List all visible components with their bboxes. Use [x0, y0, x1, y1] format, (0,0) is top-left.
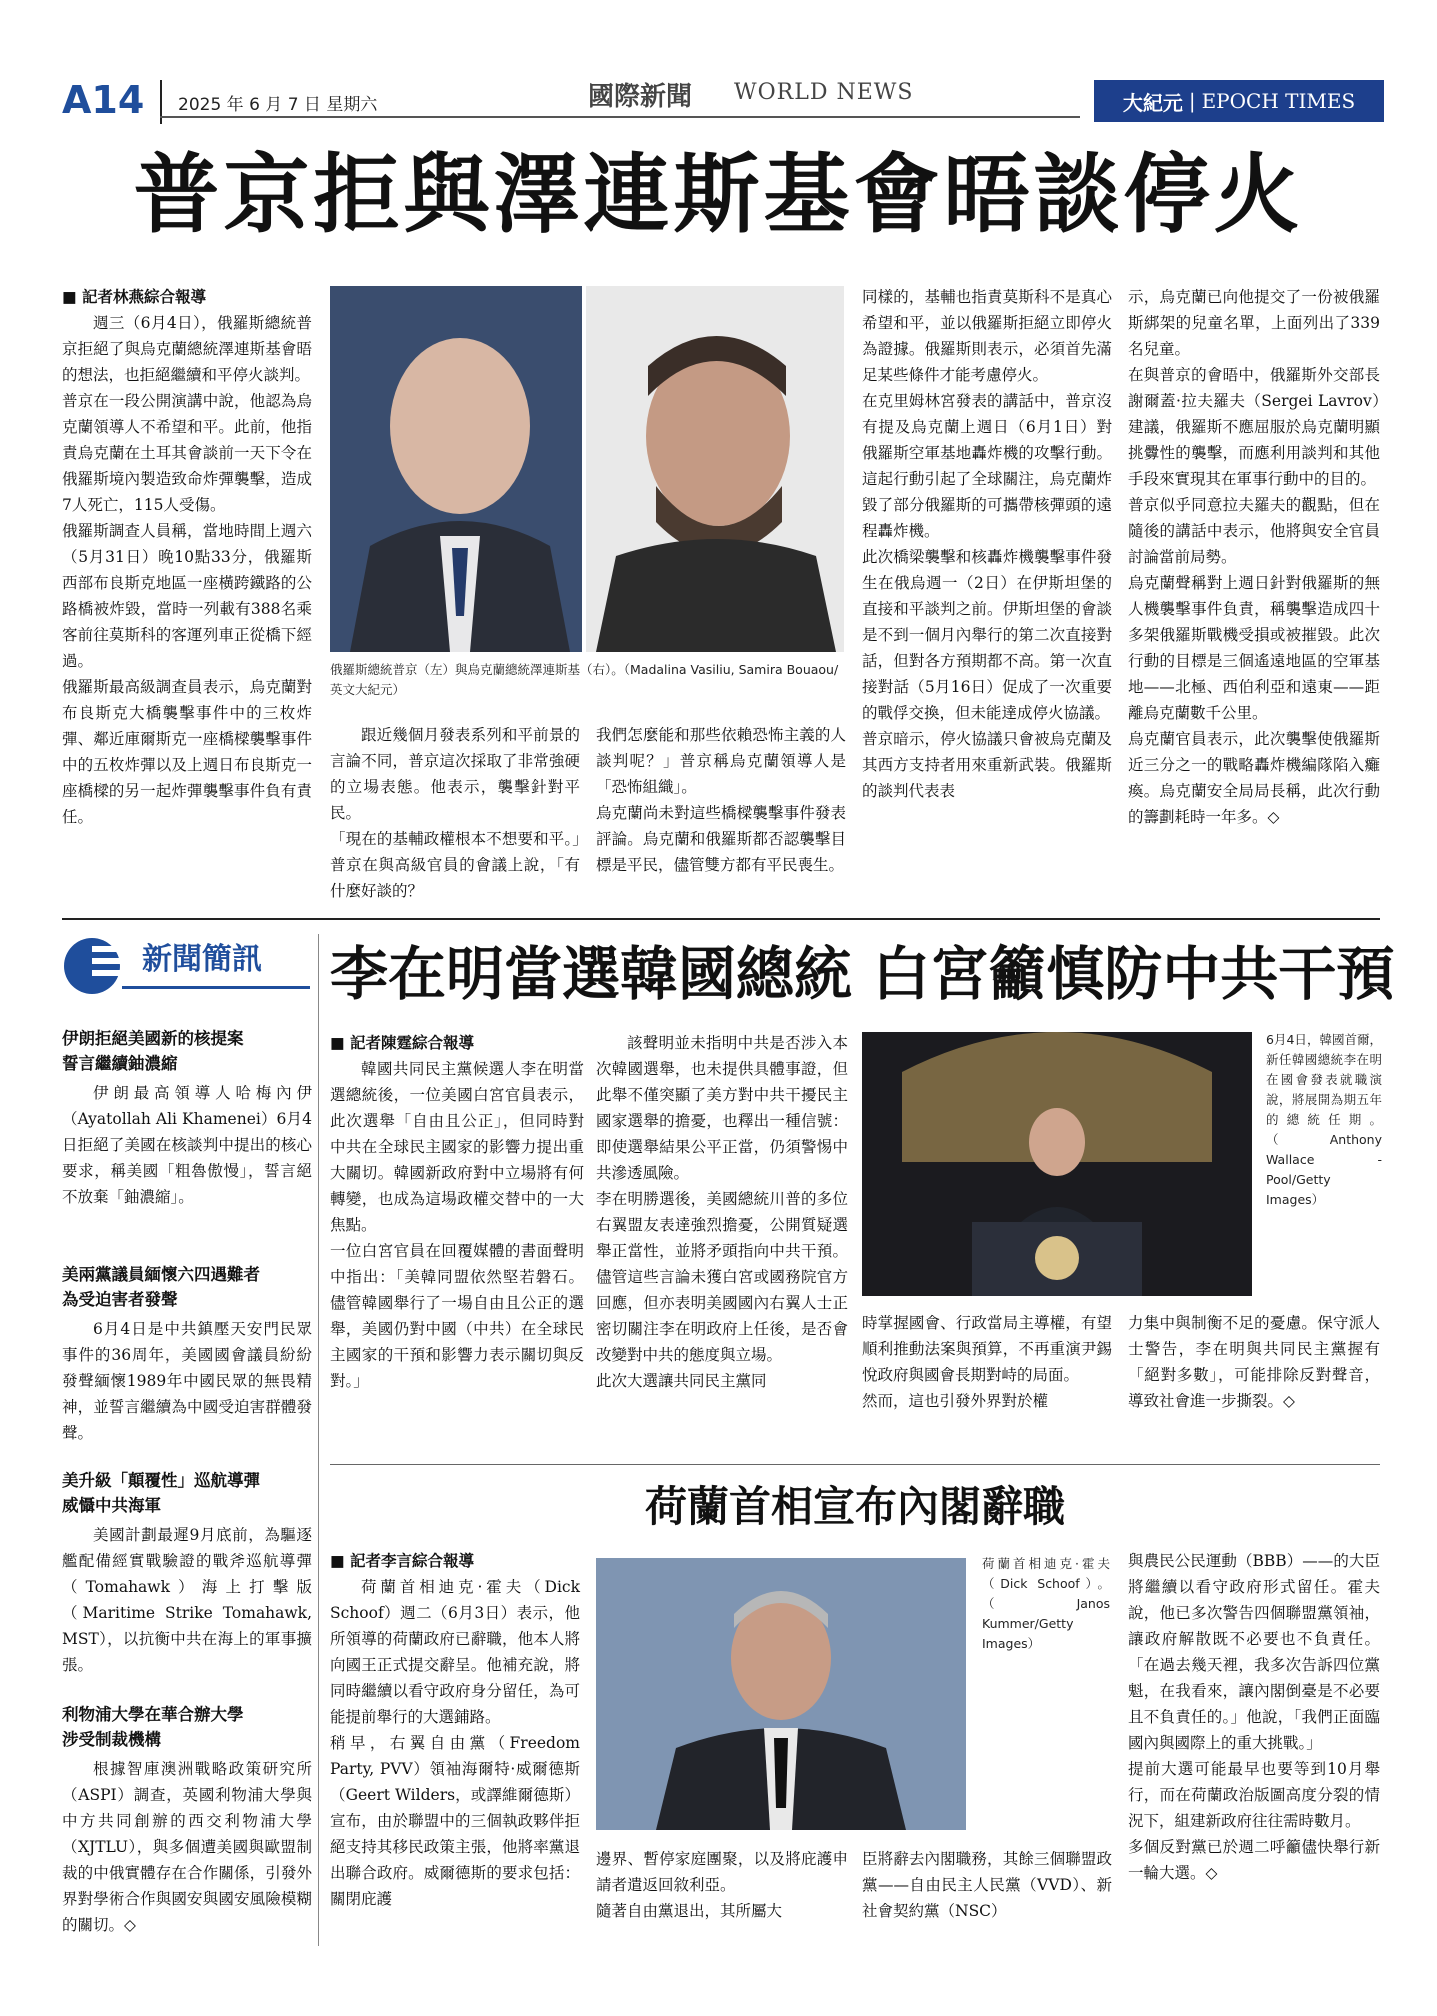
- brief-title: 伊朗拒絕美國新的核提案 誓言繼續鈾濃縮: [62, 1029, 244, 1073]
- story3-headline: 荷蘭首相宣布內閣辭職: [644, 1482, 1065, 1531]
- story1-col4: 同樣的，基輔也指責莫斯科不是真心希望和平，並以俄羅斯拒絕立即停火為證據。俄羅斯則表示，必須首先滿足某些條件才能考慮停火。 在克里姆林宮發表的講話中，普京沒有提及烏克蘭上週日（6月1日）對俄羅斯空軍基地轟炸機的攻擊行動。這起行動引起了全球關注，烏克蘭炸毀了部分俄羅斯的可攜帶核彈頭的遠程轟炸機。 此次橋梁襲擊和核轟炸機襲擊事件發生在俄烏週一（2日）在伊斯坦堡的直接和平談判之前。伊斯坦堡的會談是不到一個月內舉行的第二次直接對話，但對各方預期都不高。第一次直接對話（5月16日）促成了一次重要的戰俘交換，但未能達成停火協議。 普京暗示，停火協議只會被烏克蘭及其西方支持者用來重新武裝。俄羅斯的談判代表表: [862, 288, 1112, 800]
- brief-item-3: [62, 1468, 312, 1678]
- issue-date: 2025 年 6 月 7 日 星期六: [178, 95, 378, 115]
- story3-col1: [330, 1548, 580, 1912]
- schoof-portrait-icon: [596, 1558, 966, 1830]
- brief-item-4: [62, 1702, 312, 1938]
- brief-item-1: [62, 1026, 312, 1210]
- brief-title: 美升級「顛覆性」巡航導彈 威懾中共海軍: [62, 1471, 260, 1515]
- lee-speech-photo-icon: [862, 1032, 1252, 1296]
- briefs-vertical-divider: [318, 934, 319, 1946]
- story1-col5: 示，烏克蘭已向他提交了一份被俄羅斯綁架的兒童名單，上面列出了339名兒童。 在與普京的會晤中，俄羅斯外交部長謝爾蓋·拉夫羅夫（Sergei Lavrov）建議，俄羅斯不應屈服於烏克蘭明顯挑釁性的襲擊，而應利用談判和其他手段來實現其在軍事行動中的目的。 普京似乎同意拉夫羅夫的觀點，但在隨後的講話中表示，他將與安全官員討論當前局勢。 烏克蘭聲稱對上週日針對俄羅斯的無人機襲擊事件負責，稱襲擊造成四十多架俄羅斯戰機受損或被摧毀。此次行動的目標是三個遙遠地區的空軍基地——北極、西伯利亞和遠東——距離烏克蘭數千公里。 烏克蘭官員表示，此次襲擊使俄羅斯近三分之一的戰略轟炸機編隊陷入癱瘓。烏克蘭安全局局長稱，此次行動的籌劃耗時一年多。◇: [1128, 288, 1380, 826]
- brief-title: 利物浦大學在華合辦大學 涉受制裁機構: [62, 1705, 244, 1749]
- brief-body: 根據智庫澳洲戰略政策研究所（ASPI）調查，英國利物浦大學與中方共同創辦的西交利物浦大學（XJTLU），與多個遭美國與歐盟制裁的中俄實體存在合作關係，引發外界對學術合作與國安與國安風險模糊的關切。◇: [62, 1760, 312, 1934]
- story2-photo-caption: 6月4日，韓國首爾，新任韓國總統李在明在國會發表就職演說，將展開為期五年的總統任期。（Anthony Wallace - Pool/Getty Images）: [1266, 1032, 1382, 1207]
- page-number: A14: [62, 78, 145, 122]
- section-divider-1: [62, 918, 1380, 920]
- story2-byline: ■ 記者陳霆綜合報導: [330, 1030, 584, 1056]
- photo-dick-schoof: [596, 1558, 966, 1830]
- story2-col4: 力集中與制衡不足的憂慮。保守派人士警告，李在明與共同民主黨握有「絕對多數」，可能排除反對聲音，導致社會進一步撕裂。◇: [1128, 1314, 1380, 1410]
- brief-title: 美兩黨議員緬懷六四遇難者 為受迫害者發聲: [62, 1265, 260, 1309]
- story1-byline: ■ 記者林燕綜合報導: [62, 284, 312, 310]
- brief-body: 6月4日是中共鎮壓天安門民眾事件的36周年，美國國會議員紛紛發聲緬懷1989年中國民眾的無畏精神，並誓言繼續為中國受迫害群體發聲。: [62, 1320, 312, 1442]
- story3-col3: 臣將辭去內閣職務，其餘三個聯盟政黨——自由民主人民黨（VVD）、新社會契約黨（NSC）: [862, 1850, 1112, 1920]
- photo-zelensky: [586, 286, 844, 652]
- story1-col2: 跟近幾個月發表系列和平前景的言論不同，普京這次採取了非常強硬的立場表態。他表示，襲擊針對平民。 「現在的基輔政權根本不想要和平。」普京在與高級官員的會議上說，「有什麼好談的？: [330, 726, 580, 900]
- story1-photo-caption: 俄羅斯總統普京（左）與烏克蘭總統澤連斯基（右）。（Madalina Vasiliu, Samira Bouaou/英文大紀元）: [330, 662, 839, 697]
- section-name-cn: 國際新聞: [588, 82, 693, 112]
- masthead-underline: [160, 116, 1080, 118]
- briefs-header-underline: [122, 986, 310, 989]
- story2-col3: 時掌握國會、行政當局主導權，有望順利推動法案與預算，不再重演尹錫悅政府與國會長期對峙的局面。 然而，這也引發外界對於權: [862, 1314, 1112, 1410]
- story2-col1-text: 韓國共同民主黨候選人李在明當選總統後，一位美國白宮官員表示，此次選舉「自由且公正」，但同時對中共在全球民主國家的影響力提出重大關切。韓國新政府對中立場將有何轉變，也成為這場政權交替中的一大焦點。 一位白宮官員在回覆媒體的書面聲明中指出：「美韓同盟依然堅若磐石。儘管韓國舉行了一場自由且公正的選舉，美國仍對中國（中共）在全球民主國家的干預和影響力表示關切與反對。」: [330, 1060, 584, 1390]
- story3-col2: 邊界、暫停家庭團聚，以及將庇護申請者遣返回敘利亞。 隨著自由黨退出，其所屬大: [596, 1850, 848, 1920]
- brand-separator: |: [1188, 89, 1196, 113]
- brand-logo: [1094, 80, 1384, 122]
- brand-name-en: EPOCH TIMES: [1201, 89, 1356, 113]
- briefs-section-title: 新聞簡訊: [142, 942, 262, 977]
- brief-body: 美國計劃最遲9月底前，為驅逐艦配備經實戰驗證的戰斧巡航導彈（Tomahawk）海上打擊版（Maritime Strike Tomahawk, MST），以抗衡中共在海上的軍事擴張。: [62, 1526, 312, 1674]
- section-divider-2: [330, 1464, 1380, 1465]
- story1-headline: 普京拒與澤連斯基會晤談停火: [133, 144, 1304, 245]
- putin-portrait-icon: [330, 286, 582, 652]
- brief-body: 伊朗最高領導人哈梅內伊（Ayatollah Ali Khamenei）6月4日拒絕了美國在核談判中提出的核心要求，稱美國「粗魯傲慢」，誓言絕不放棄「鈾濃縮」。: [62, 1084, 312, 1206]
- photo-putin: [330, 286, 582, 652]
- section-name-en: WORLD NEWS: [734, 80, 914, 105]
- story3-byline: ■ 記者李言綜合報導: [330, 1548, 580, 1574]
- story3-photo-caption: 荷蘭首相迪克·霍夫（Dick Schoof）。（Janos Kummer/Getty Images）: [982, 1556, 1110, 1651]
- brand-name-cn: 大紀元: [1122, 90, 1183, 115]
- story1-col1: [62, 284, 312, 830]
- story3-col1-text: 荷蘭首相迪克·霍夫（Dick Schoof）週二（6月3日）表示，他所領導的荷蘭政府已辭職，他本人將向國王正式提交辭呈。他補充說，將同時繼續以看守政府身分留任，為可能提前舉行的大選鋪路。 稍早，右翼自由黨（Freedom Party, PVV）領袖海爾特·威爾德斯（Geert Wilders，或譯維爾德斯）宣布，由於聯盟中的三個執政夥伴拒絕支持其移民政策主張，他將率黨退出聯合政府。威爾德斯的要求包括：關閉庇護: [330, 1578, 580, 1908]
- photo-lee-jae-myung: [862, 1032, 1252, 1296]
- story3-col4: 與農民公民運動（BBB）——的大臣將繼續以看守政府形式留任。霍夫說，他已多次警告四個聯盟黨領袖，讓政府解散既不必要也不負責任。「在過去幾天裡，我多次告訴四位黨魁，在我看來，讓內閣倒臺是不必要且不負責任的。」他說，「我們正面臨國內與國際上的重大挑戰。」 提前大選可能最早也要等到10月舉行，而在荷蘭政治版圖高度分裂的情況下，組建新政府往往需時數月。 多個反對黨已於週二呼籲儘快舉行新一輪大選。◇: [1128, 1552, 1380, 1882]
- story1-col1-text: 週三（6月4日），俄羅斯總統普京拒絕了與烏克蘭總統澤連斯基會晤的想法，也拒絕繼續和平停火談判。 普京在一段公開演講中說，他認為烏克蘭領導人不希望和平。此前，他指責烏克蘭在土耳其會談前一天下令在俄羅斯境內製造致命炸彈襲擊，造成7人死亡，115人受傷。 俄羅斯調查人員稱，當地時間上週六（5月31日）晚10點33分，俄羅斯西部布良斯克地區一座橫跨鐵路的公路橋被炸毀，當時一列載有388名乘客前往莫斯科的客運列車正從橋下經過。 俄羅斯最高級調查員表示，烏克蘭對布良斯克大橋襲擊事件中的三枚炸彈、鄰近庫爾斯克一座橋樑襲擊事件中的五枚炸彈以及上週日布良斯克一座橋樑的另一起炸彈襲擊事件負有責任。: [62, 314, 312, 826]
- story2-headline: 李在明當選韓國總統 白宮籲慎防中共干預: [330, 940, 1395, 1008]
- briefs-header: [62, 934, 310, 1000]
- story2-col2: 該聲明並未指明中共是否涉入本次韓國選舉，也未提供具體事證，但此舉不僅突顯了美方對中共干擾民主國家選舉的擔憂，也釋出一種信號：即使選舉結果公平正當，仍須警惕中共滲透風險。 李在明勝選後，美國總統川普的多位右翼盟友表達強烈擔憂，公開質疑選舉正當性，並將矛頭指向中共干預。儘管這些言論未獲白宮或國務院官方回應，但亦表明美國國內右翼人士正密切關注李在明政府上任後，是否會改變對中共的態度與立場。 此次大選讓共同民主黨同: [596, 1034, 848, 1390]
- story1-col3: 我們怎麼能和那些依賴恐怖主義的人談判呢？」普京稱烏克蘭領導人是「恐怖組織」。 烏克蘭尚未對這些橋樑襲擊事件發表評論。烏克蘭和俄羅斯都否認襲擊目標是平民，儘管雙方都有平民喪生。: [596, 726, 846, 874]
- brief-item-2: [62, 1262, 312, 1446]
- zelensky-portrait-icon: [586, 286, 844, 652]
- story2-col1: [330, 1030, 584, 1394]
